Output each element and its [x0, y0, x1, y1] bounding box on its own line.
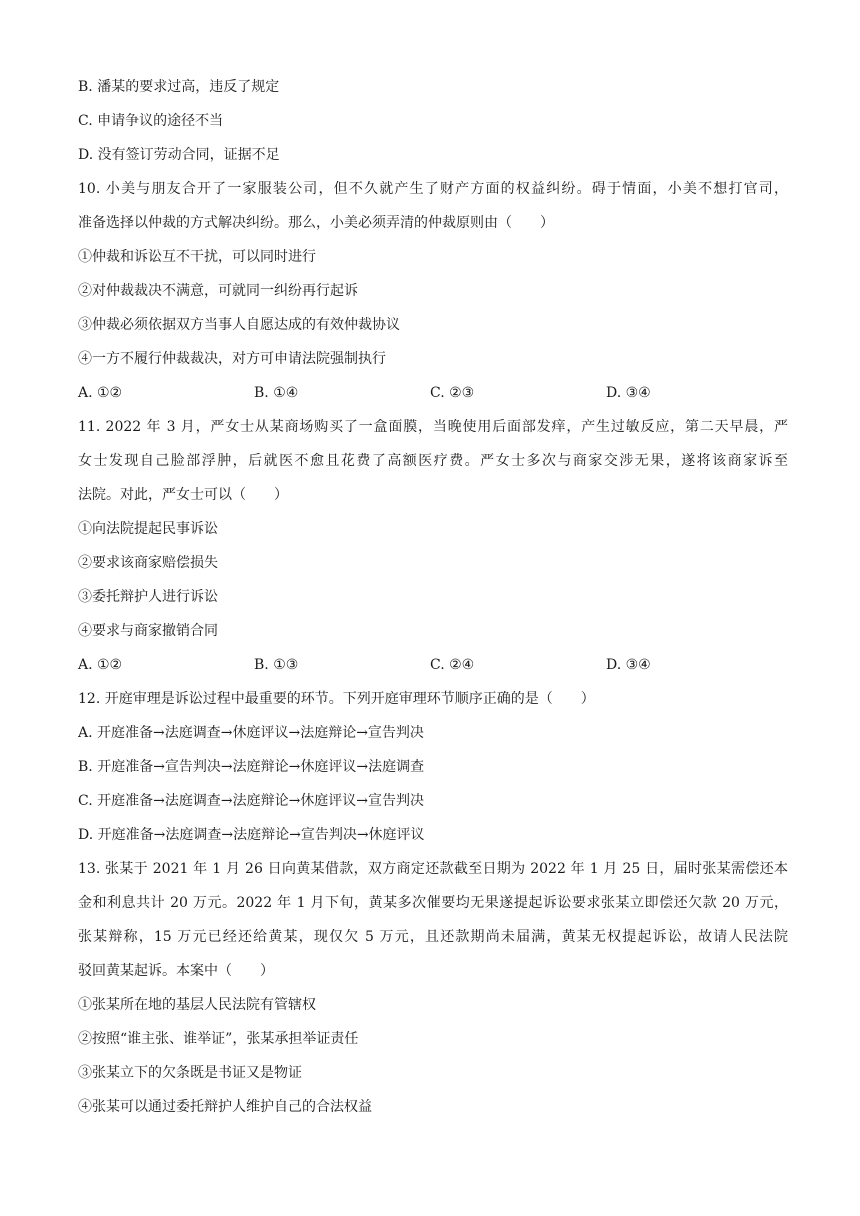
question-13	[78, 852, 788, 1124]
q11-stem-line-3: 法院。对此，严女士可以（ ）	[78, 487, 288, 503]
question-12	[78, 682, 788, 852]
question-11	[78, 410, 788, 682]
q9-option-d: D. 没有签订劳动合同，证据不足	[78, 147, 280, 163]
q11-option-b: B. ①③	[254, 657, 299, 673]
q11-option-a: A. ①②	[78, 657, 123, 673]
q10-option-b: B. ①④	[254, 385, 299, 401]
q13-statement-2: ②按照“谁主张、谁举证”，张某承担举证责任	[78, 1031, 359, 1047]
q13-statement-3: ③张某立下的欠条既是书证又是物证	[78, 1065, 302, 1081]
q11-statement-1: ①向法院提起民事诉讼	[78, 521, 218, 537]
q13-stem-line-1: 13. 张某于 2021 年 1 月 26 日向黄某借款，双方商定还款截至日期为 2022 年 1 月 25 日，届时张某需偿还本	[78, 861, 788, 877]
q10-option-a: A. ①②	[78, 385, 123, 401]
q9-option-b: B. 潘某的要求过高，违反了规定	[78, 79, 280, 95]
q13-statement-1: ①张某所在地的基层人民法院有管辖权	[78, 997, 316, 1013]
q11-option-d: D. ③④	[606, 657, 651, 673]
q10-option-c: C. ②③	[430, 385, 475, 401]
q12-option-b: B. 开庭准备→宣告判决→法庭辩论→休庭评议→法庭调查	[78, 759, 425, 775]
q11-option-c: C. ②④	[430, 657, 475, 673]
q11-statement-2: ②要求该商家赔偿损失	[78, 555, 218, 571]
q11-stem-line-1: 11. 2022 年 3 月，严女士从某商场购买了一盒面膜，当晚使用后面部发痒，产生过敏反应，第二天早晨，严	[78, 419, 788, 435]
q13-statement-4: ④张某可以通过委托辩护人维护自己的合法权益	[78, 1099, 372, 1115]
q10-statement-2: ②对仲裁裁决不满意，可就同一纠纷再行起诉	[78, 283, 358, 299]
q13-stem-line-3: 张某辩称，15 万元已经还给黄某，现仅欠 5 万元，且还款期尚未届满，黄某无权提起诉讼，故请人民法院	[78, 929, 788, 945]
q12-option-d: D. 开庭准备→法庭调查→法庭辩论→宣告判决→休庭评议	[78, 827, 425, 843]
q10-stem-line-1: 10. 小美与朋友合开了一家服装公司，但不久就产生了财产方面的权益纠纷。碍于情面，小美不想打官司，	[78, 181, 788, 197]
q10-statement-1: ①仲裁和诉讼互不干扰，可以同时进行	[78, 249, 316, 265]
q11-stem-line-2: 女士发现自己脸部浮肿，后就医不愈且花费了高额医疗费。严女士多次与商家交涉无果，遂将该商家诉至	[78, 453, 788, 469]
q9-option-c: C. 申请争议的途径不当	[78, 113, 224, 129]
q10-statement-4: ④一方不履行仲裁裁决，对方可申请法院强制执行	[78, 351, 386, 367]
q11-statement-3: ③委托辩护人进行诉讼	[78, 589, 218, 605]
q12-stem-line-1: 12. 开庭审理是诉讼过程中最重要的环节。下列开庭审理环节顺序正确的是（ ）	[78, 691, 595, 707]
q12-option-c: C. 开庭准备→法庭调查→法庭辩论→休庭评议→宣告判决	[78, 793, 425, 809]
q10-statement-3: ③仲裁必须依据双方当事人自愿达成的有效仲裁协议	[78, 317, 400, 333]
exam-page	[78, 70, 788, 1124]
question-10	[78, 172, 788, 410]
q12-option-a: A. 开庭准备→法庭调查→休庭评议→法庭辩论→宣告判决	[78, 725, 424, 741]
q11-options	[78, 648, 788, 682]
q10-stem-line-2: 准备选择以仲裁的方式解决纠纷。那么，小美必须弄清的仲裁原则由（ ）	[78, 215, 554, 231]
q13-stem-line-4: 驳回黄某起诉。本案中（ ）	[78, 963, 274, 979]
q13-stem-line-2: 金和利息共计 20 万元。2022 年 1 月下旬，黄某多次催要均无果遂提起诉讼要求张某立即偿还欠款 20 万元，	[78, 895, 788, 911]
q11-statement-4: ④要求与商家撤销合同	[78, 623, 218, 639]
q10-option-d: D. ③④	[606, 385, 651, 401]
q10-options	[78, 376, 788, 410]
